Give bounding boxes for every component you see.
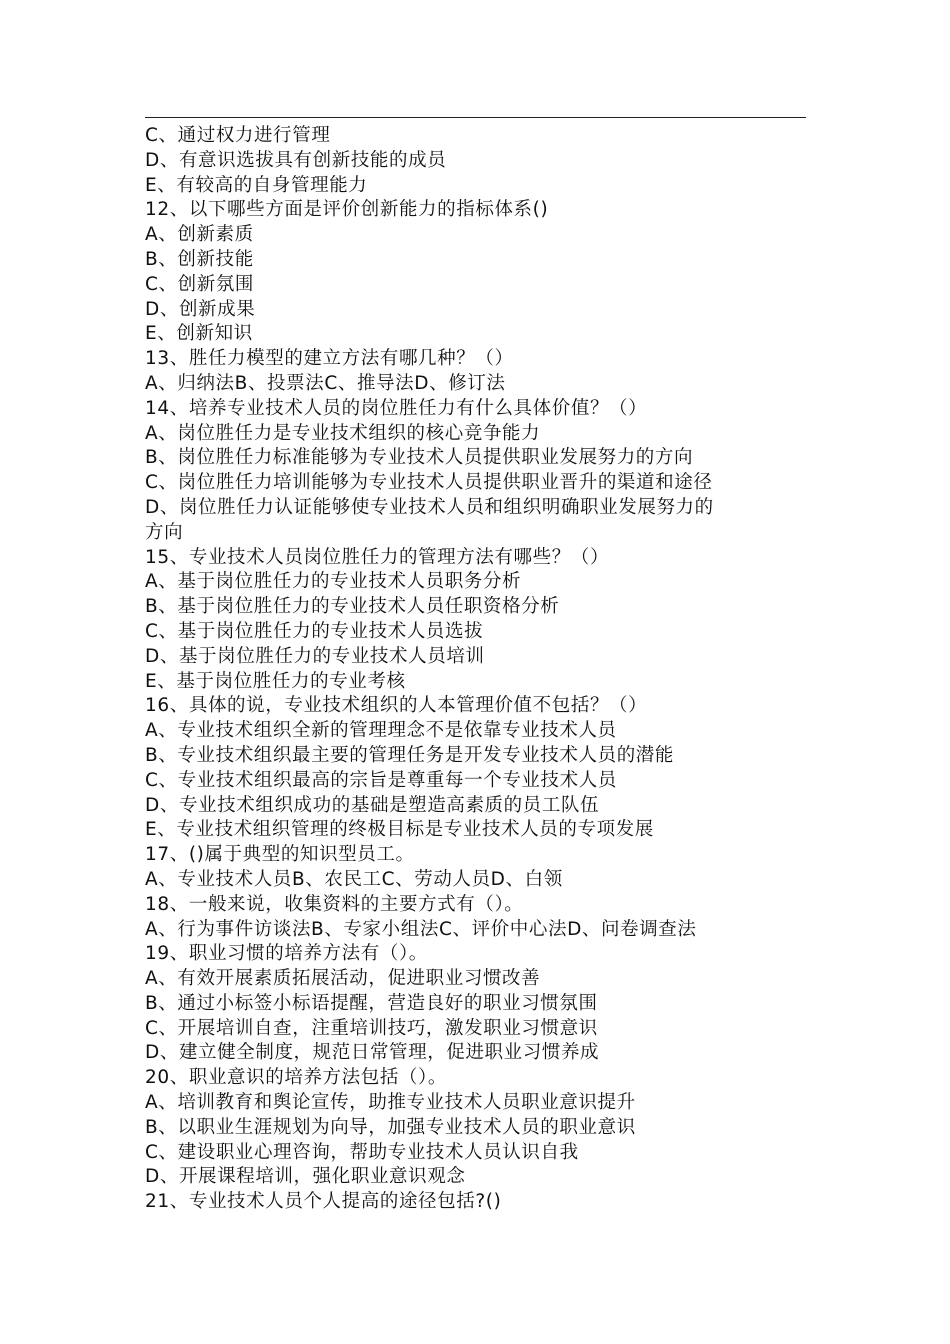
option-line: E、基于岗位胜任力的专业考核 <box>145 670 406 692</box>
option-line: B、以职业生涯规划为向导，加强专业技术人员的职业意识 <box>145 1116 636 1138</box>
option-line: A、专业技术人员B、农民工C、劳动人员D、白领 <box>145 868 563 890</box>
option-line: A、有效开展素质拓展活动，促进职业习惯改善 <box>145 968 541 990</box>
question-19: 19、职业习惯的培养方法有（）。 <box>145 943 428 965</box>
option-line: D、建立健全制度，规范日常管理，促进职业习惯养成 <box>145 1042 600 1064</box>
option-line: E、专业技术组织管理的终极目标是专业技术人员的专项发展 <box>145 819 654 841</box>
option-line: B、创新技能 <box>145 248 254 270</box>
option-line: A、创新素质 <box>145 224 254 246</box>
question-list <box>145 124 807 1215</box>
question-13: 13、胜任力模型的建立方法有哪几种？（） <box>145 348 514 370</box>
option-line: B、基于岗位胜任力的专业技术人员任职资格分析 <box>145 596 560 618</box>
option-line: A、培训教育和舆论宣传，助推专业技术人员职业意识提升 <box>145 1092 636 1114</box>
question-14: 14、培养专业技术人员的岗位胜任力有什么具体价值？（） <box>145 397 648 419</box>
option-line: D、创新成果 <box>145 298 256 320</box>
option-line: B、通过小标签小标语提醒，营造良好的职业习惯氛围 <box>145 992 598 1014</box>
option-line: A、岗位胜任力是专业技术组织的核心竞争能力 <box>145 422 541 444</box>
question-16: 16、具体的说，专业技术组织的人本管理价值不包括？（） <box>145 695 648 717</box>
option-line: D、基于岗位胜任力的专业技术人员培训 <box>145 645 485 667</box>
option-line: B、岗位胜任力标准能够为专业技术人员提供职业发展努力的方向 <box>145 447 694 469</box>
option-line: D、岗位胜任力认证能够使专业技术人员和组织明确职业发展努力的 <box>145 496 714 518</box>
question-17: 17、()属于典型的知识型员工。 <box>145 844 415 866</box>
option-line: A、基于岗位胜任力的专业技术人员职务分析 <box>145 571 522 593</box>
option-line: A、专业技术组织全新的管理理念不是依靠专业技术人员 <box>145 720 617 742</box>
option-line: A、行为事件访谈法B、专家小组法C、评价中心法D、问卷调查法 <box>145 918 697 940</box>
option-line: B、专业技术组织最主要的管理任务是开发专业技术人员的潜能 <box>145 744 674 766</box>
option-line: A、归纳法B、投票法C、推导法D、修订法 <box>145 372 506 394</box>
text-line: E、有较高的自身管理能力 <box>145 174 368 196</box>
text-line: C、通过权力进行管理 <box>145 125 331 146</box>
option-line: C、创新氛围 <box>145 273 255 295</box>
option-line: D、开展课程培训，强化职业意识观念 <box>145 1166 466 1188</box>
option-line: C、建设职业心理咨询，帮助专业技术人员认识自我 <box>145 1141 579 1163</box>
question-12: 12、以下哪些方面是评价创新能力的指标体系() <box>145 199 549 221</box>
option-line: D、专业技术组织成功的基础是塑造高素质的员工队伍 <box>145 794 600 816</box>
option-line: C、开展培训自查，注重培训技巧，激发职业习惯意识 <box>145 1017 598 1039</box>
question-18: 18、一般来说，收集资料的主要方式有（）。 <box>145 893 524 915</box>
text-line: D、有意识选拔具有创新技能的成员 <box>145 149 447 171</box>
option-line: E、创新知识 <box>145 323 253 345</box>
question-20: 20、职业意识的培养方法包括（）。 <box>145 1067 447 1089</box>
question-21: 21、专业技术人员个人提高的途径包括?() <box>145 1191 502 1213</box>
option-line: C、岗位胜任力培训能够为专业技术人员提供职业晋升的渠道和途径 <box>145 472 713 494</box>
option-line-continued: 方向 <box>145 521 184 543</box>
header-rule <box>145 117 806 118</box>
option-line: C、基于岗位胜任力的专业技术人员选拔 <box>145 620 484 642</box>
option-line: C、专业技术组织最高的宗旨是尊重每一个专业技术人员 <box>145 769 617 791</box>
question-15: 15、专业技术人员岗位胜任力的管理方法有哪些？（） <box>145 546 610 568</box>
